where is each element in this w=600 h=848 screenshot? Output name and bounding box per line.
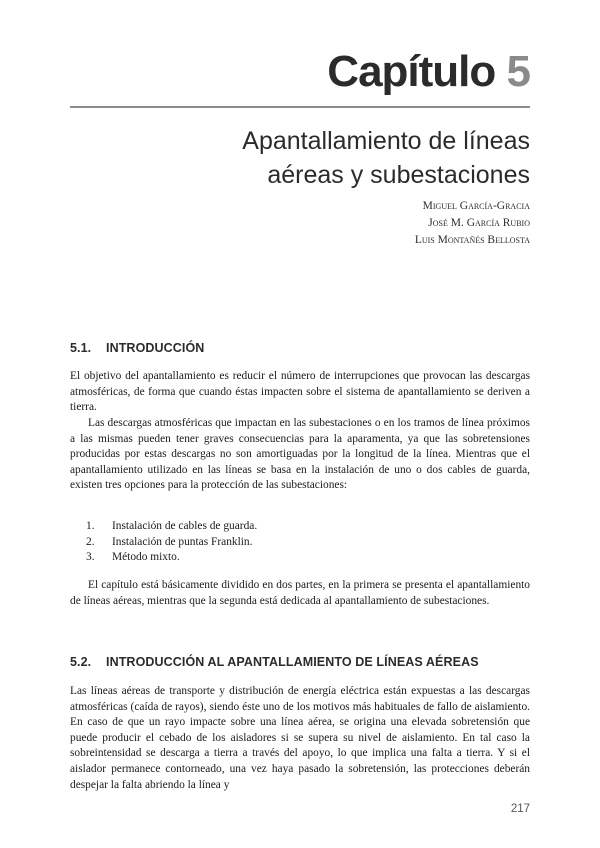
list-item-number: 2. [86, 535, 95, 548]
section-heading-introduccion [70, 341, 204, 355]
section-heading-lineas-aereas [70, 655, 479, 669]
chapter-title-line-1: Apantallamiento de líneas [242, 127, 530, 155]
author: Luis Montañés Bellosta [414, 234, 530, 246]
author: Miguel García-Gracia [422, 200, 530, 212]
list-item [86, 535, 257, 551]
author: José M. García Rubio [428, 217, 530, 229]
author-list [415, 198, 530, 249]
section-number: 5.2. [70, 655, 92, 669]
list-item-text: Instalación de puntas Franklin. [112, 535, 253, 548]
list-item [86, 550, 257, 566]
page-number: 217 [510, 803, 530, 815]
list-item-text: Instalación de cables de guarda. [112, 520, 258, 532]
protection-options-list [86, 519, 257, 566]
list-item-number: 1. [86, 520, 95, 532]
chapter-number: 5 [506, 47, 530, 96]
paragraph: Las líneas aéreas de transporte y distribución de energía eléctrica están expuestas a las descargas atmosféricas (caída de rayos), siendo éste uno de los motivos más habituales de fallo de aislamiento. En caso de que un rayo impacte sobre una línea aérea, se origina una elevada sobretensión que puede producir el cebado de los aisladores si se supera su nivel de aislamiento. En tal caso la sobreintensidad se descarga a tierra a través del apoyo, lo que implica una falta a tierra. Y si el aislador permanece contorneado, una vez haya pasado la sobretensión, las protecciones deberán despejar la falta abriendo la línea y [70, 685, 530, 791]
chapter-title-line-2: aéreas y subestaciones [267, 161, 530, 189]
list-item-number: 3. [86, 551, 95, 564]
section-title: INTRODUCCIÓN [106, 341, 205, 355]
paragraph: El objetivo del apantallamiento es reducir el número de interrupciones que provocan las descargas atmosféricas, de forma que cuando éstas impacten sobre el sistema de apantallamiento se deriven a tierra. [70, 370, 530, 414]
chapter-title [242, 124, 530, 192]
paragraph: El capítulo está básicamente dividido en dos partes, en la primera se presenta el apantallamiento de líneas aéreas, mientras que la segunda está dedicada al apantallamiento de subestaciones. [70, 579, 530, 607]
paragraph: Las descargas atmosféricas que impactan en las subestaciones o en los tramos de línea próximos a las mismas pueden tener graves consecuencias para la aparamenta, ya que las sobretensiones producidas por estas descargas no son amortiguadas por la longitud de la línea. Mientras que el apantallamiento utilizado en las líneas se basa en la instalación de uno o dos cables de guarda, existen tres opciones para la protección de las subestaciones: [70, 417, 530, 492]
section-title: INTRODUCCIÓN AL APANTALLAMIENTO DE LÍNEAS AÉREAS [106, 655, 479, 669]
list-item [86, 519, 257, 535]
chapter-word: Capítulo [327, 47, 496, 96]
list-item-text: Método mixto. [112, 551, 180, 564]
section-number: 5.1. [70, 341, 92, 355]
chapter-heading [327, 46, 530, 98]
chapter-divider [70, 106, 530, 108]
